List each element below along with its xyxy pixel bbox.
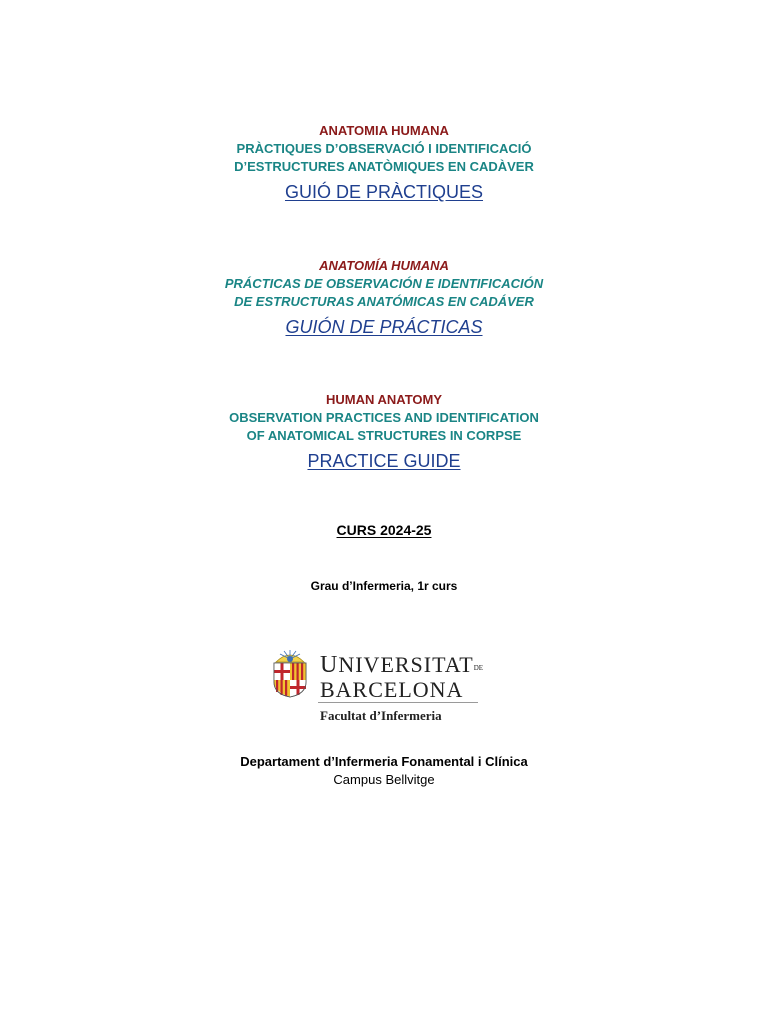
- degree-block: [0, 577, 768, 595]
- degree-label: Grau d’Infermeria, 1r curs: [310, 579, 458, 593]
- catalan-title-block: [0, 122, 768, 205]
- course-year: CURS 2024-25: [336, 522, 432, 538]
- faculty-name: Facultat d’Infermeria: [320, 708, 442, 723]
- english-title-line-1: OBSERVATION PRACTICES AND IDENTIFICATION: [229, 410, 539, 425]
- catalan-guide-title: GUIÓ DE PRÀCTIQUES: [284, 182, 484, 202]
- university-name-line-1: UNIVERSITATDE: [320, 652, 484, 678]
- course-year-block: [0, 522, 768, 540]
- university-name: [320, 654, 483, 701]
- english-title-line-2: OF ANATOMICAL STRUCTURES IN CORPSE: [246, 428, 522, 443]
- university-logo: [262, 642, 488, 734]
- english-subject: HUMAN ANATOMY: [325, 392, 443, 407]
- catalan-subject: ANATOMIA HUMANA: [319, 123, 449, 138]
- english-guide-title: PRACTICE GUIDE: [307, 451, 461, 471]
- english-title-block: [0, 391, 768, 474]
- logo-divider: [318, 702, 478, 703]
- catalan-title-line-1: PRÀCTIQUES D’OBSERVACIÓ I IDENTIFICACIÓ: [236, 141, 532, 156]
- spanish-title-line-2: DE ESTRUCTURAS ANATÓMICAS EN CADÁVER: [234, 294, 534, 309]
- department-block: [0, 753, 768, 789]
- university-name-line-2: BARCELONA: [320, 677, 464, 702]
- spanish-subject: ANATOMÍA HUMANA: [319, 258, 449, 273]
- university-crest-icon: [270, 648, 310, 698]
- department-name: Departament d’Infermeria Fonamental i Clínica: [240, 754, 528, 769]
- spanish-title-line-1: PRÁCTICAS DE OBSERVACIÓN E IDENTIFICACIÓN: [224, 276, 544, 291]
- spanish-title-block: [0, 257, 768, 340]
- campus-name: Campus Bellvitge: [333, 772, 435, 787]
- spanish-guide-title: GUIÓN DE PRÁCTICAS: [285, 317, 483, 337]
- university-de: DE: [473, 664, 484, 672]
- catalan-title-line-2: D’ESTRUCTURES ANATÒMIQUES EN CADÀVER: [234, 159, 534, 174]
